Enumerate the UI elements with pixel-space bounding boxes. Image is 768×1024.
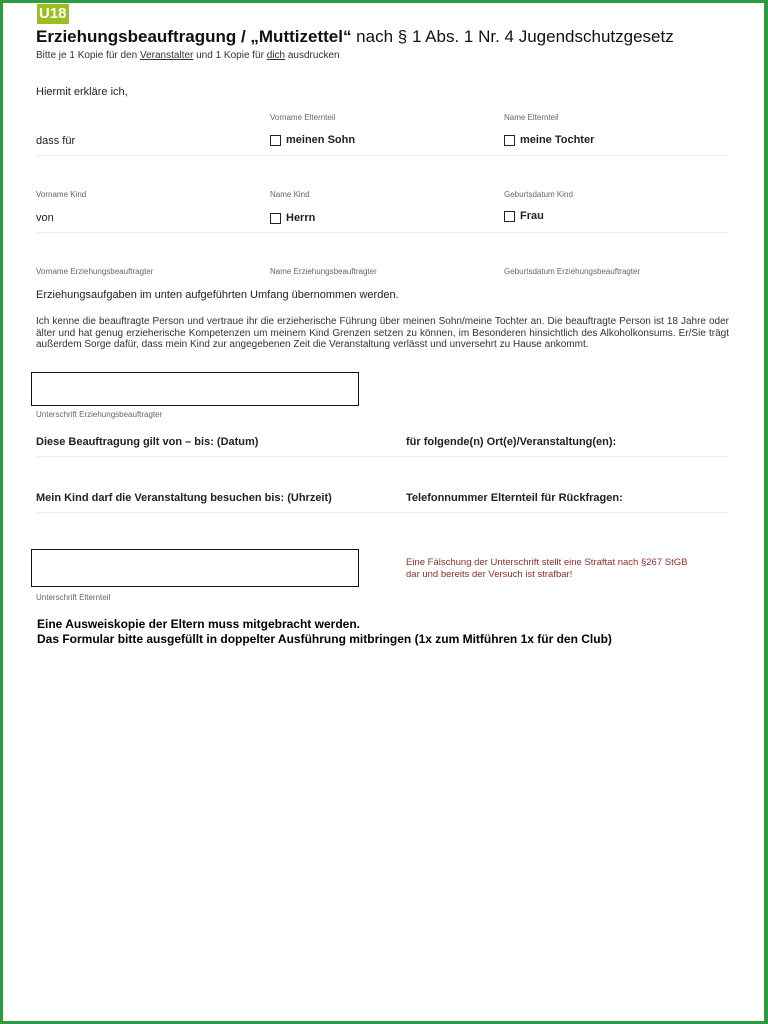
label-name-beauftragter: Name Erziehungsbeauftragter <box>270 267 377 276</box>
checkbox-meinen-sohn[interactable] <box>270 134 355 146</box>
signature-beauftragter-label: Unterschrift Erziehungsbeauftragter <box>36 410 163 419</box>
title-rest: nach § 1 Abs. 1 Nr. 4 Jugendschutzgesetz <box>351 27 674 46</box>
title-bold: Erziehungsbeauftragung / „Muttizettel“ <box>36 27 352 46</box>
divider-3 <box>36 456 729 457</box>
divider-4 <box>36 512 729 513</box>
dass-fuer-label: dass für <box>36 135 76 147</box>
label-name-kind: Name Kind <box>270 190 310 199</box>
label-geburtsdatum-kind: Geburtsdatum Kind <box>504 190 573 199</box>
erziehungsaufgaben-text: Erziehungsaufgaben im unten aufgeführten Umfang übernommen werden. <box>36 289 399 301</box>
u18-badge: U18 <box>39 5 67 22</box>
von-label: von <box>36 212 54 224</box>
warning-line-1: Eine Fälschung der Unterschrift stellt eine Straftat nach §267 StGB <box>406 557 688 568</box>
label-vorname-beauftragter: Vorname Erziehungsbeauftragter <box>36 267 154 276</box>
checkbox-tochter-box[interactable] <box>504 135 515 146</box>
checkbox-sohn-box[interactable] <box>270 135 281 146</box>
checkbox-herrn-box[interactable] <box>270 213 281 224</box>
checkbox-frau-label: Frau <box>520 210 544 222</box>
besuchen-bis-label: Mein Kind darf die Veranstaltung besuchen bis: (Uhrzeit) <box>36 492 332 504</box>
signature-field-elternteil[interactable] <box>31 549 359 587</box>
final-note-2: Das Formular bitte ausgefüllt in doppelter Ausführung mitbringen (1x zum Mitführen 1x für den Club) <box>37 632 612 646</box>
signature-elternteil-label: Unterschrift Elternteil <box>36 593 111 602</box>
checkbox-frau-box[interactable] <box>504 211 515 222</box>
checkbox-meine-tochter[interactable] <box>504 134 594 146</box>
checkbox-herrn[interactable] <box>270 212 315 224</box>
ort-veranstaltung-label: für folgende(n) Ort(e)/Veranstaltung(en): <box>406 436 617 448</box>
warning-notice <box>406 557 687 581</box>
checkbox-sohn-label: meinen Sohn <box>286 134 356 146</box>
warning-line-2: dar und bereits der Versuch ist strafbar! <box>406 569 573 580</box>
checkbox-tochter-label: meine Tochter <box>520 134 595 146</box>
print-instruction <box>36 50 340 61</box>
declaration-paragraph: Ich kenne die beauftragte Person und vertraue ihr die erzieherische Führung über meinen Sohn/meine Tochter an. Die beauftragte Person ist 18 Jahre oder älter und hat genug erzieherische Kompetenzen um meinem Kind Grenzen setzen zu können, im Besonderen hinsichtlich des Alkoholkonsums. Er/Sie trägt außerdem Sorge dafür, dass mein Kind zur angegebenen Zeit die Veranstaltung verlässt und unversehrt zu Hause ankommt. <box>36 316 729 351</box>
subtitle-mid: und 1 Kopie für <box>193 50 267 61</box>
label-name-elternteil: Name Elternteil <box>504 113 559 122</box>
divider-1 <box>36 155 729 156</box>
subtitle-post: ausdrucken <box>285 50 340 61</box>
checkbox-herrn-label: Herrn <box>286 212 316 224</box>
intro-text: Hiermit erkläre ich, <box>36 86 128 98</box>
gilt-von-bis-label: Diese Beauftragung gilt von – bis: (Datum) <box>36 436 259 448</box>
label-vorname-kind: Vorname Kind <box>36 190 87 199</box>
document-title <box>36 27 674 47</box>
final-note-1: Eine Ausweiskopie der Eltern muss mitgebracht werden. <box>37 617 360 631</box>
signature-field-beauftragter[interactable] <box>31 372 359 406</box>
checkbox-frau[interactable] <box>504 210 544 222</box>
label-vorname-elternteil: Vorname Elternteil <box>270 113 336 122</box>
label-geburtsdatum-beauftragter: Geburtsdatum Erziehungsbeauftragter <box>504 267 641 276</box>
subtitle-dich: dich <box>266 50 286 61</box>
subtitle-pre: Bitte je 1 Kopie für den <box>36 50 140 61</box>
telefonnummer-label: Telefonnummer Elternteil für Rückfragen: <box>406 492 623 504</box>
subtitle-veranstalter: Veranstalter <box>139 50 194 61</box>
divider-2 <box>36 232 729 233</box>
